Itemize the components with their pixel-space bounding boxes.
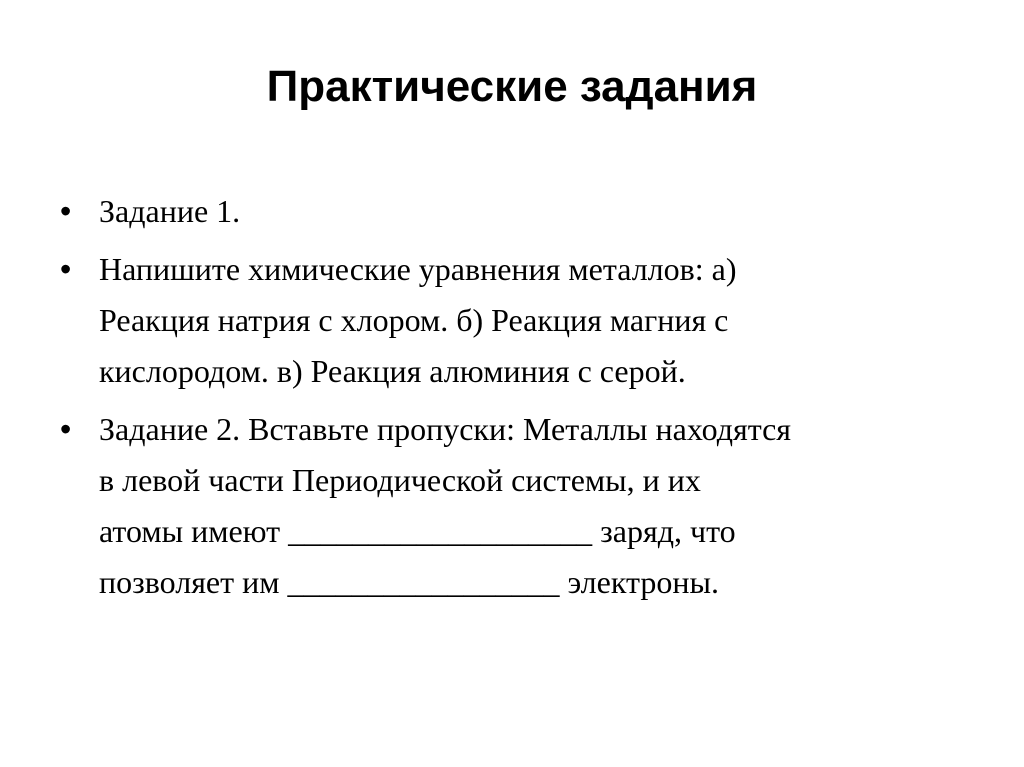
bullet-text: Задание 1. [99, 193, 241, 229]
bullet-text: позволяет им _________________ электроны. [99, 564, 719, 600]
bullet-text: в левой части Периодической системы, и их [99, 462, 701, 498]
bullet-icon: • [60, 193, 72, 229]
bullet-text: Задание 2. Вставьте пропуски: Металлы находятся [99, 411, 791, 447]
bullet-list [60, 186, 980, 615]
bullet-icon: • [60, 251, 72, 287]
bullet-text: кислородом. в) Реакция алюминия с серой. [99, 353, 686, 389]
bullet-text: атомы имеют ___________________ заряд, что [99, 513, 736, 549]
bullet-text: Напишите химические уравнения металлов: а) [99, 251, 737, 287]
bullet-text: Реакция натрия с хлором. б) Реакция магния с [99, 302, 729, 338]
slide-title: Практические задания [266, 62, 758, 111]
bullet-item [60, 186, 980, 237]
bullet-item [60, 244, 980, 397]
bullet-icon: • [60, 411, 72, 447]
bullet-item [60, 404, 980, 608]
